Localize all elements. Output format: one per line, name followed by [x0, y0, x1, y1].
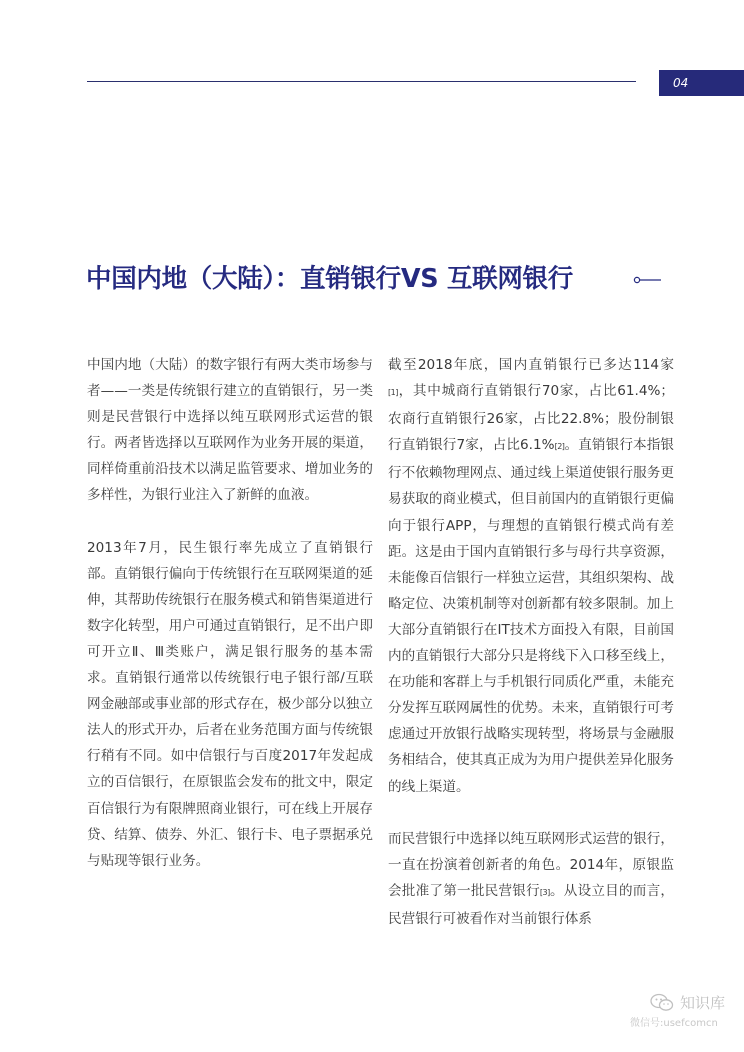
watermark: [628, 993, 738, 1037]
page-number-tab: [659, 70, 744, 96]
right-column: [388, 352, 674, 932]
right-paragraph-1-part-c: 。直销银行本指银行不依赖物理网点、通过线上渠道使银行服务更易获取的商业模式，但目前国内的直销银行更偏向于银行APP，与理想的直销银行模式尚有差距。这是由于国内直销银行多与母行共享资源，未能像百信银行一样独立运营，其组织架构、战略定位、决策机制等对创新都有较多限制。加上大部分直销银行在IT技术方面投入有限，目前国内的直销银行大部分只是将线下入口移至线上，在功能和客群上与手机银行同质化严重，未能充分发挥互联网属性的优势。未来，直销银行可考虑通过开放银行战略实现转型，将场景与金融服务相结合，使其真正成为为用户提供差异化服务的线上渠道。: [388, 437, 675, 795]
left-column: [87, 352, 373, 874]
watermark-name: 知识库: [680, 994, 726, 1012]
footnote-ref-2: [2]: [554, 442, 565, 452]
right-paragraph-1-part-a: 截至2018年底，国内直销银行已多达114家: [388, 357, 674, 373]
right-paragraph-2: [388, 826, 674, 932]
right-paragraph-2-part-b: 。从设立目的而言，民营银行可被看作对当前银行体系: [388, 882, 675, 927]
right-paragraph-1: [388, 352, 674, 800]
left-paragraph-1: 中国内地（大陆）的数字银行有两大类市场参与者——一类是传统银行建立的直销银行，另一类则是民营银行中选择以纯互联网形式运营的银行。两者皆选择以互联网作为业务开展的渠道，同样倚重前沿技术以满足监管要求、增加业务的多样性，为银行业注入了新鲜的血液。: [87, 357, 373, 504]
wechat-icon: [650, 993, 674, 1013]
watermark-account: 微信号:usefcomcn: [630, 1018, 718, 1029]
section-title: 中国内地（大陆）：直销银行VS 互联网银行: [86, 264, 573, 294]
footnote-ref-1: [1]: [388, 388, 398, 398]
right-paragraph-2-part-a: 而民营银行中选择以纯互联网形式运营的银行，一直在扮演着创新者的角色。2014年，原银监会批准了第一批民营银行: [388, 830, 674, 899]
left-paragraph-2: 2013年7月，民生银行率先成立了直销银行部。直销银行偏向于传统银行在互联网渠道的延伸，其帮助传统银行在服务模式和销售渠道进行数字化转型，用户可通过直销银行，足不出户即可开立Ⅱ、Ⅲ类账户，满足银行服务的基本需求。直销银行通常以传统银行电子银行部/互联网金融部或事业部的形式存在，极少部分以独立法人的形式开办，后者在业务范围方面与传统银行稍有不同。如中信银行与百度2017年发起成立的百信银行，在原银监会发布的批文中，限定百信银行为有限牌照商业银行，可在线上开展存贷、结算、债券、外汇、银行卡、电子票据承兑与贴现等银行业务。: [87, 539, 373, 869]
right-paragraph-1-part-b: ，其中城商行直销银行70家，占比61.4%；农商行直销银行26家，占比22.8%；股份制银行直销银行7家，占比6.1%: [388, 383, 674, 454]
header-rule: [87, 81, 636, 82]
title-decoration-icon: [633, 274, 661, 286]
footnote-ref-3: [3]: [539, 887, 550, 897]
page-number: 04: [673, 76, 689, 90]
